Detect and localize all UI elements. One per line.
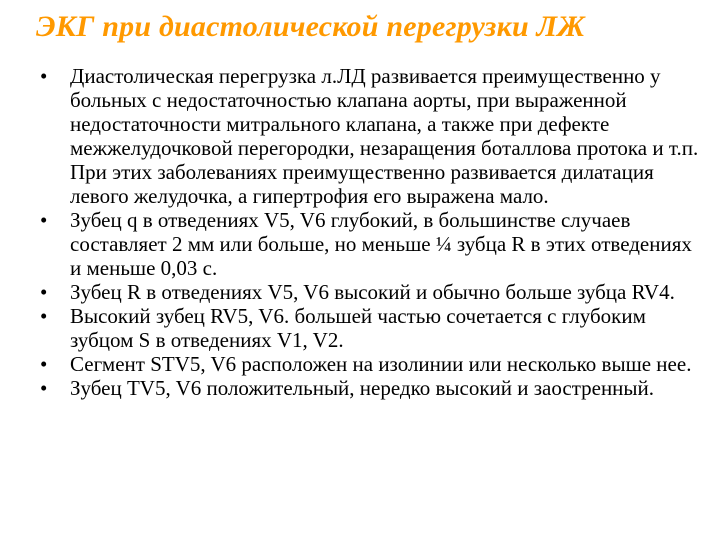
bullet-item bbox=[36, 376, 704, 400]
bullet-text: Зубец R в отведениях V5, V6 высокий и обычно больше зубца RV4. bbox=[70, 280, 675, 304]
bullet-text: Диастолическая перегрузка л.ЛД развивается преимущественно у больных с недостаточностью клапана аорты, при выраженной недостаточности митрального клапана, а также при дефекте межжелудочковой перегородки, незаращения боталлова протока и т.п. При этих заболеваниях преимущественно развивается дилатация левого желудочка, а гипертрофия его выражена мало. bbox=[70, 64, 699, 208]
bullet-text: Сегмент STV5, V6 расположен на изолинии или несколько выше нее. bbox=[70, 352, 692, 376]
bullet-icon: • bbox=[40, 280, 48, 304]
bullet-list bbox=[36, 64, 704, 400]
bullet-icon: • bbox=[40, 208, 48, 232]
slide-title: ЭКГ при диастолической перегрузки ЛЖ bbox=[36, 10, 586, 43]
bullet-item bbox=[36, 280, 704, 304]
bullet-icon: • bbox=[40, 64, 48, 88]
bullet-text: Зубец q в отведениях V5, V6 глубокий, в большинстве случаев составляет 2 мм или больше, но меньше ¼ зубца R в этих отведениях и меньше 0,03 с. bbox=[70, 208, 692, 280]
bullet-item bbox=[36, 304, 704, 352]
bullet-icon: • bbox=[40, 304, 48, 328]
bullet-icon: • bbox=[40, 352, 48, 376]
bullet-text: Высокий зубец RV5, V6. большей частью сочетается с глубоким зубцом S в отведениях V1, V2. bbox=[70, 304, 646, 352]
bullet-item bbox=[36, 352, 704, 376]
bullet-text: Зубец TV5, V6 положительный, нередко высокий и заостренный. bbox=[70, 376, 655, 400]
bullet-icon: • bbox=[40, 376, 48, 400]
bullet-item bbox=[36, 208, 704, 280]
bullet-item bbox=[36, 64, 704, 208]
